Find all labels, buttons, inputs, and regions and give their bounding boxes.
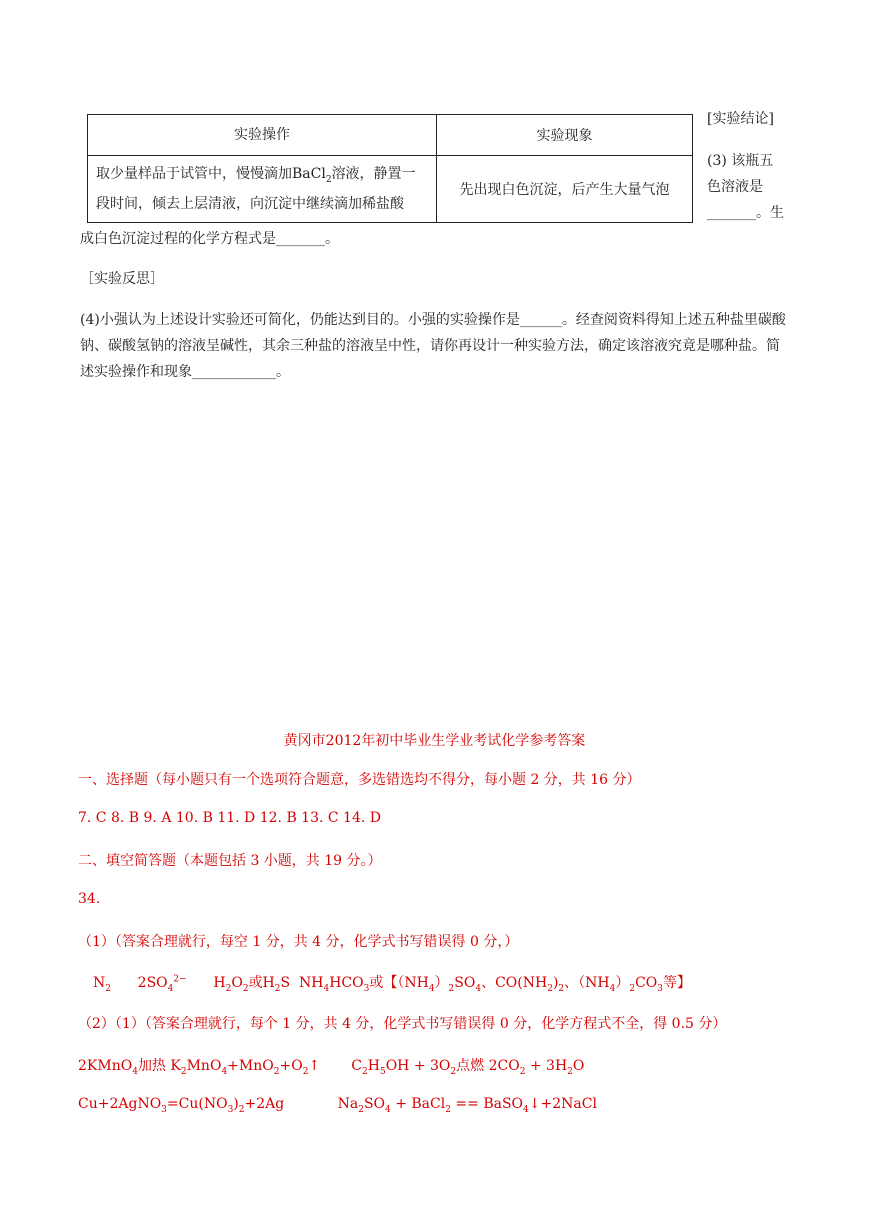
part-1-formulas: $N_2$ $2SO_4^{2-}$ $H_2O_2$或$H_2S$ $NH_4HCO_3$或【$(NH_4)_2SO_4$、$CO(NH_2)_2$、$(NH_4)_2CO_3$等】 xyxy=(93,974,692,994)
question-4: (4)小强认为上述设计实验还可简化，仍能达到目的。小强的实验操作是______。经查阅资料得知上述五种盐里碳酸钠、碳酸氢钠的溶液呈碱性，其余三种盐的溶液呈中性，请你再设计一种实验方法，确定该溶液究竟是哪种盐。简述实验操作和现象____________。 xyxy=(80,312,786,380)
part-1-note: （1）（答案合理就行，每空 1 分，共 4 分，化学式书写错误得 0 分，） xyxy=(78,934,519,950)
answers-title: 黄冈市2012年初中毕业生学业考试化学参考答案 xyxy=(283,733,586,749)
section-2-heading: 二、填空简答题（本题包括 3 小题，共 19 分。） xyxy=(78,853,382,869)
conclusion-label: [实验结论] xyxy=(707,111,774,127)
operation-cell: 取少量样品于试管中，慢慢滴加BaCl$_2$溶液，静置一段时间，倾去上层清液，向沉淀中继续滴加稀盐酸 xyxy=(88,156,437,223)
continuation-text: 成白色沉淀过程的化学方程式是_______。 xyxy=(80,231,339,247)
choice-answers: 7. C 8. B 9. A 10. B 11. D 12. B 13. C 14. D xyxy=(78,810,381,826)
header-phenomenon: 实验现象 xyxy=(437,115,693,156)
conclusion-line-1: (3) 该瓶五 xyxy=(707,153,774,169)
table-header-row xyxy=(88,115,693,156)
table-row xyxy=(88,156,693,223)
question-34-label: 34. xyxy=(78,891,101,907)
header-operation: 实验操作 xyxy=(88,115,437,156)
phenomenon-cell: 先出现白色沉淀，后产生大量气泡 xyxy=(437,156,693,223)
section-1-heading: 一、选择题（每小题只有一个选项符合题意，多选错选均不得分，每小题 2 分，共 16 分） xyxy=(78,772,641,788)
reflection-label: ［实验反思］ xyxy=(80,271,164,287)
conclusion-line-2: 色溶液是 xyxy=(707,179,763,195)
experiment-table xyxy=(87,114,693,223)
conclusion-line-3: _______。生 xyxy=(707,205,784,221)
equation-line-1: 2KMnO$_4$加热 $K_2MnO_4+MnO_2+O_2↑$ $C_2H_5OH + 3O_2$点燃 $2CO_2 + 3H_2O$ xyxy=(78,1058,585,1077)
part-2-note: （2）（1）（答案合理就行，每个 1 分，共 4 分，化学式书写错误得 0 分，化学方程式不全，得 0.5 分） xyxy=(78,1016,727,1032)
equation-line-2: $Cu+2AgNO_3=Cu(NO_3)_2+2Ag$ $Na_2SO_4$ + BaCl$_2$ == BaSO$_4$↓+2NaCl xyxy=(78,1096,597,1115)
